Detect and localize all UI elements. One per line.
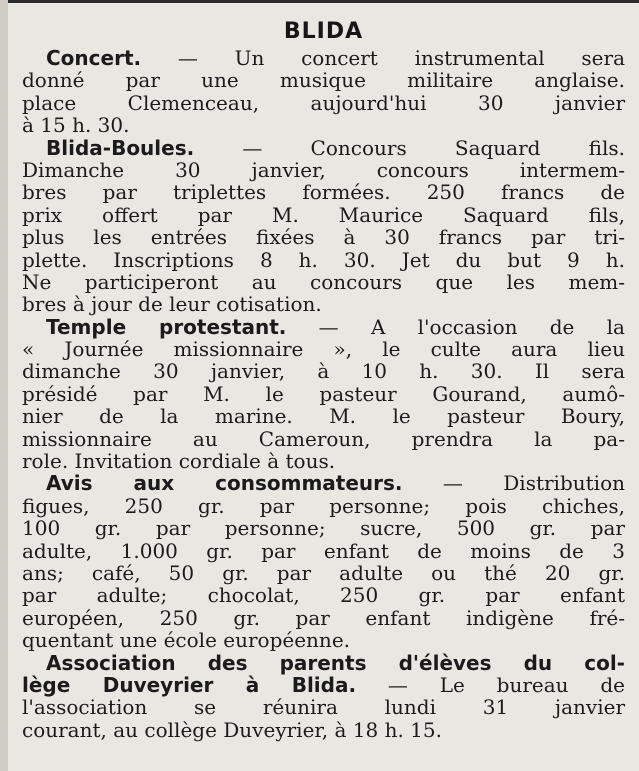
paragraph-title: Avis aux consommateurs. [46, 471, 403, 496]
text-line: prix offert par M. Maurice Saquard fils, [22, 202, 625, 227]
text-line: quentant une école européenne. [22, 628, 351, 653]
text-line: courant, au collège Duveyrier, à 18 h. 15. [22, 717, 442, 742]
text-line: place Clemenceau, aujourd'hui 30 janvier [22, 90, 625, 115]
text-line: dimanche 30 janvier, à 10 h. 30. Il sera [22, 359, 625, 384]
text-line: européen, 250 gr. par enfant indigène fré- [22, 605, 625, 630]
text-line: bres à jour de leur cotisation. [22, 292, 322, 317]
text-line: ans; café, 50 gr. par adulte ou thé 20 gr. [22, 560, 625, 585]
news-column [22, 0, 625, 741]
paragraph-title: Association des parents d'élèves du col- [46, 650, 625, 675]
text-line: plus les entrées fixées à 30 francs par tri- [22, 225, 625, 250]
paragraph-association-parents [22, 652, 625, 742]
text-line: Temple protestant. — A l'occasion de la [46, 314, 625, 339]
text-line: « Journée missionnaire », le culte aura lieu [22, 337, 625, 362]
text-line: Concert. — Un concert instrumental sera [46, 46, 625, 70]
text-line: donné par une musique militaire anglaise. [22, 68, 625, 93]
section-heading: BLIDA [283, 19, 364, 44]
paragraph-title: Temple protestant. [46, 314, 287, 339]
text-line: bres par triplettes formées. 250 francs de [22, 180, 625, 205]
text-line: missionnaire au Cameroun, prendra la pa- [22, 426, 625, 451]
text-line: role. Invitation cordiale à tous. [22, 449, 336, 474]
text-line: Blida-Boules. — Concours Saquard fils. [46, 135, 625, 160]
text-line: Ne participeront au concours que les mem- [22, 269, 625, 294]
paragraph-title: Concert. [46, 46, 142, 70]
text-line: par adulte; chocolat, 250 gr. par enfant [22, 583, 625, 608]
text-line: Dimanche 30 janvier, concours intermem- [22, 157, 625, 182]
text-line: présidé par M. le pasteur Gourand, aumô- [22, 381, 625, 406]
text-line [22, 652, 625, 674]
text-line: figues, 250 gr. par personne; pois chiches, [22, 493, 625, 518]
paragraph-title: Blida-Boules. [46, 135, 195, 160]
page-edge-shadow [0, 0, 8, 771]
text-line: à 15 h. 30. [22, 113, 130, 138]
paragraph-temple-protestant [22, 316, 625, 473]
text-line: nier de la marine. M. le pasteur Boury, [22, 404, 625, 429]
text-line: adulte, 1.000 gr. par enfant de moins de 3 [22, 538, 625, 563]
paragraph-blida-boules [22, 137, 625, 316]
paragraph-concert [22, 47, 625, 137]
paragraph-title-continued: lège Duveyrier à Blida. [22, 672, 357, 697]
paragraph-avis-consommateurs [22, 472, 625, 651]
text-line: Avis aux consommateurs. — Distribution [46, 471, 625, 496]
text-line: lège Duveyrier à Blida. — Le bureau de [22, 672, 625, 697]
text-line: 100 gr. par personne; sucre, 500 gr. par [22, 516, 625, 541]
text-line: l'association se réunira lundi 31 janvier [22, 695, 625, 720]
text-line: plette. Inscriptions 8 h. 30. Jet du but 9 h. [22, 247, 625, 272]
